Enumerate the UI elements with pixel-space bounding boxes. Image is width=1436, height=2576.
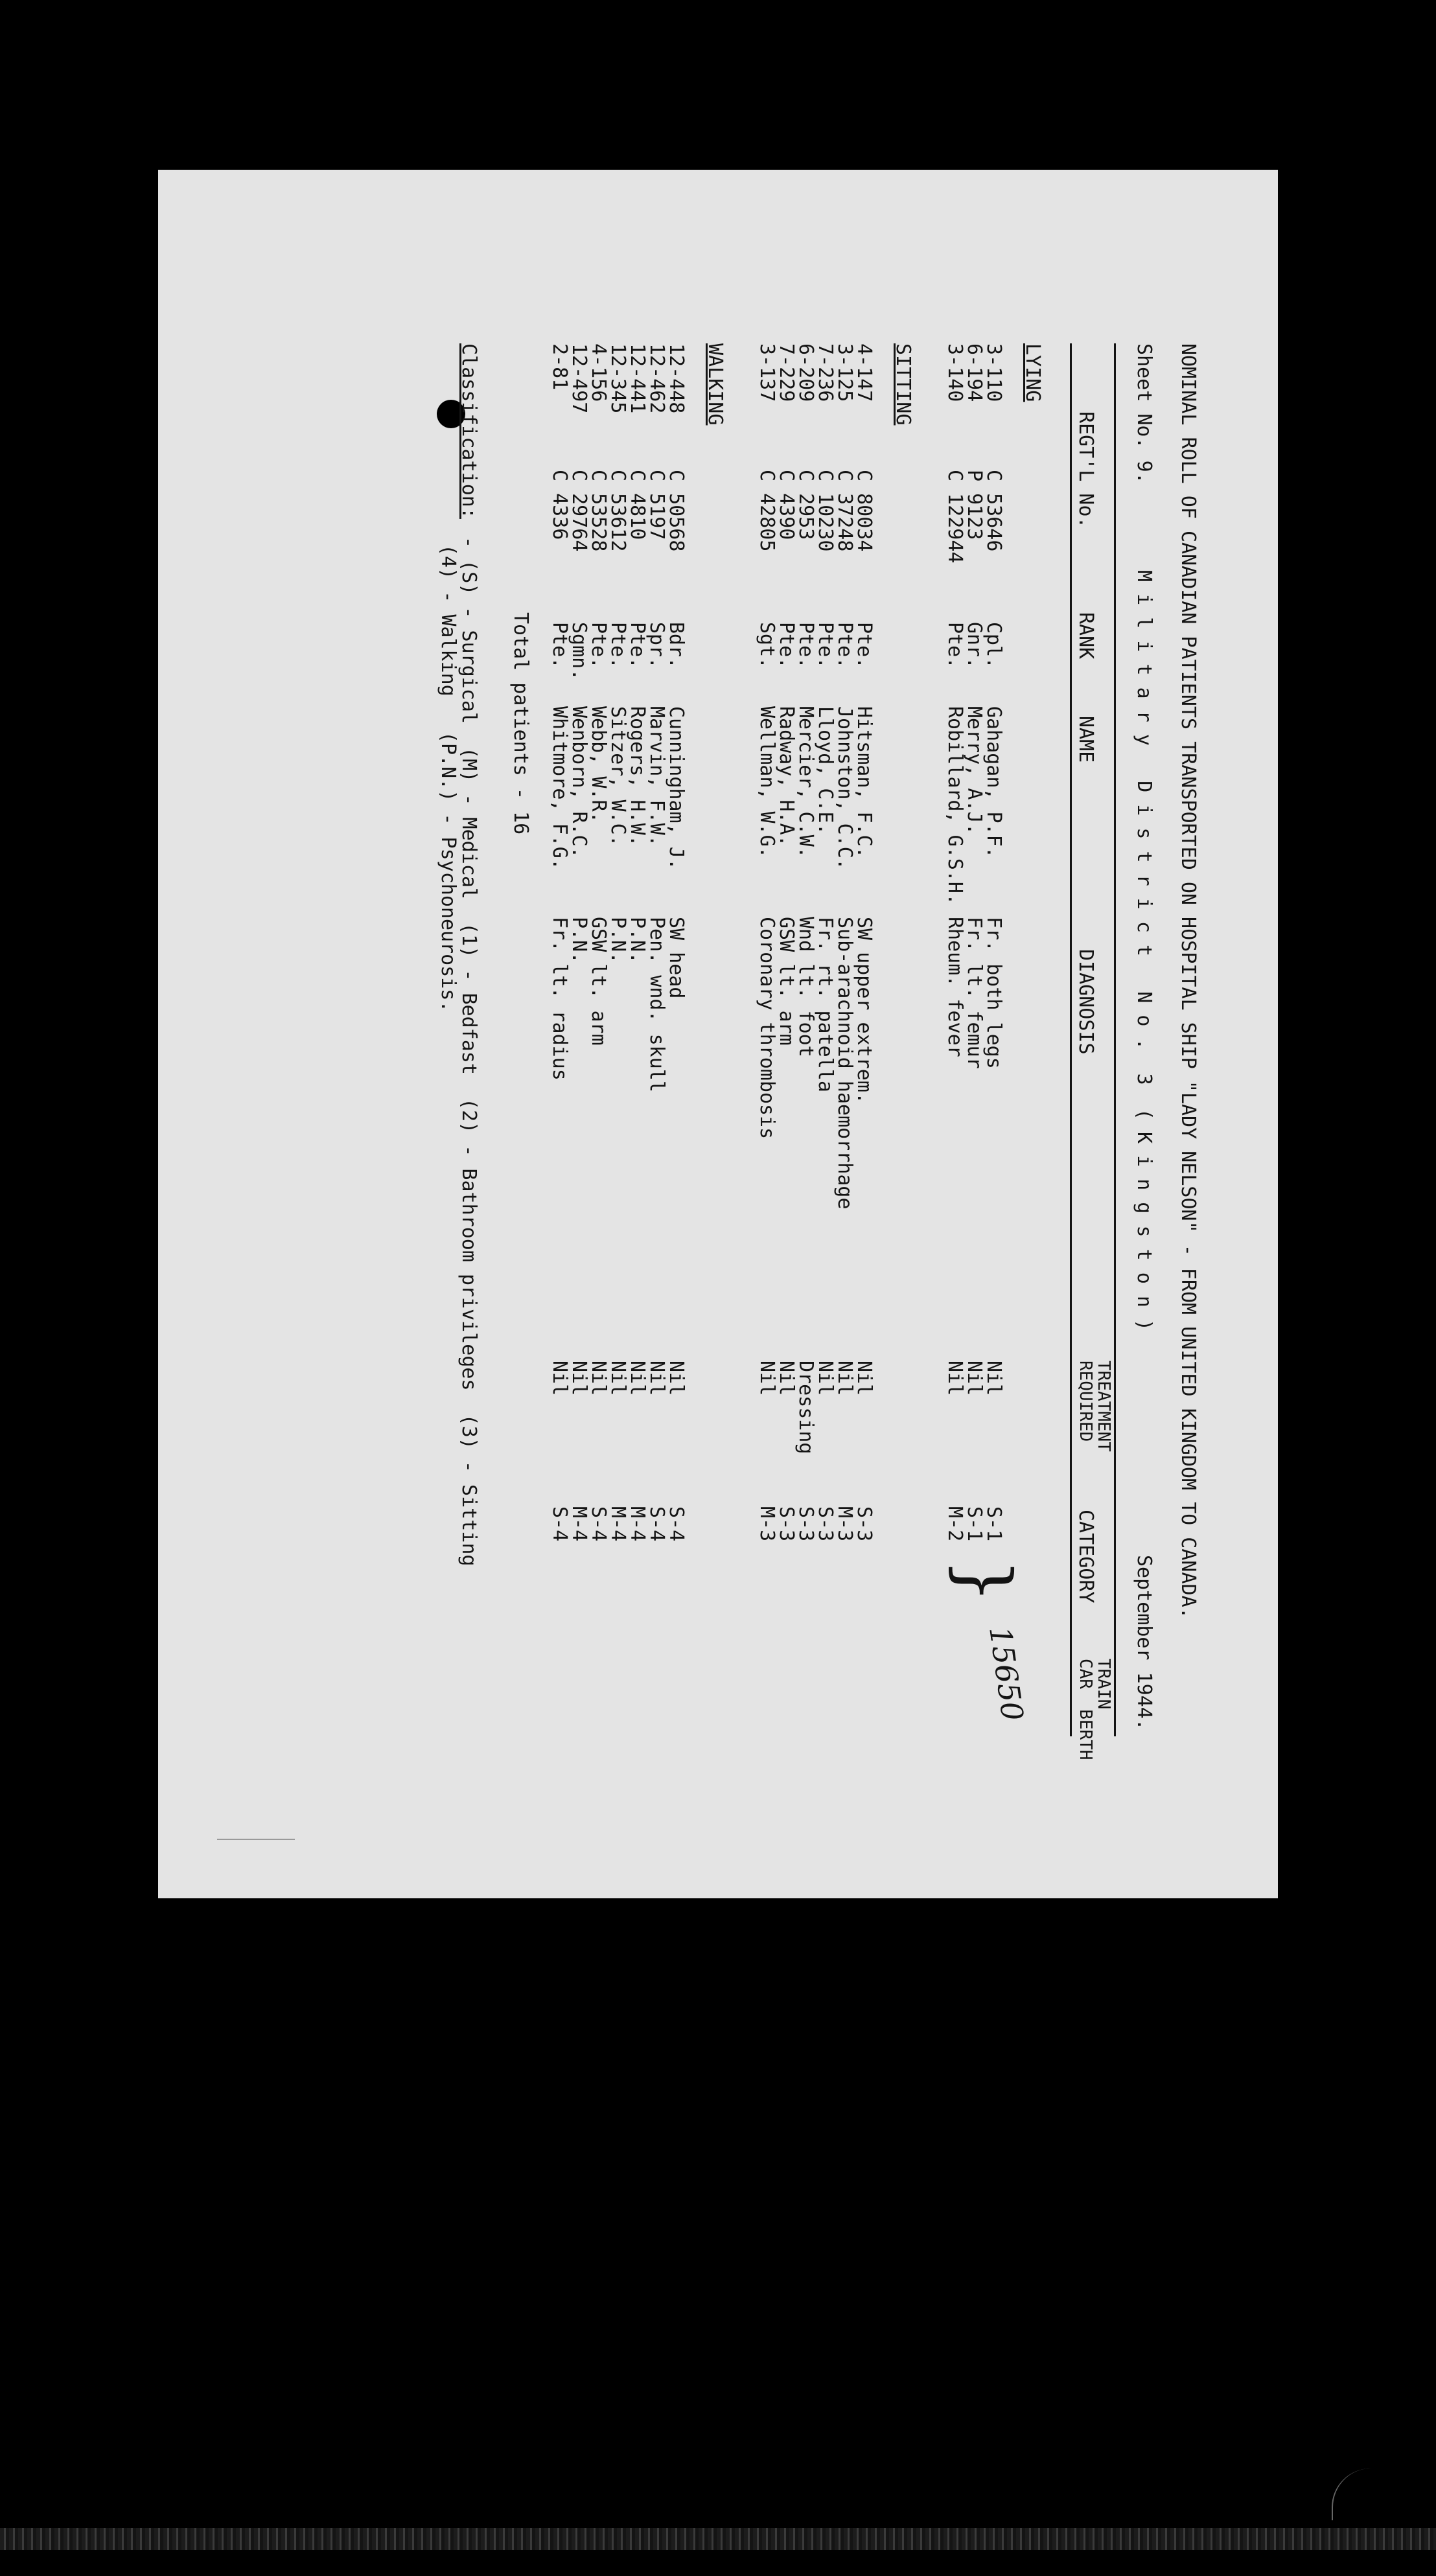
row-ref: 3-137	[756, 343, 778, 402]
row-diagnosis: P.N.	[626, 917, 649, 964]
total-patients: Total patients - 16	[509, 612, 532, 835]
classification-line-1: - (S) - Surgical (M) - Medical (1) - Bedfast (2) - Bathroom privileges (3) - Sitting	[457, 525, 480, 1567]
row-regtl: C 37248	[833, 470, 856, 552]
row-rank: Sgt.	[756, 622, 778, 669]
stray-mark	[217, 1839, 295, 1840]
row-name: Gahagan, P.F.	[982, 706, 1005, 858]
row-ref: 4-147	[853, 343, 875, 402]
row-category: S-3	[853, 1506, 875, 1542]
row-category: S-4	[665, 1506, 688, 1542]
row-diagnosis: GSW lt. arm	[587, 917, 610, 1046]
row-ref: 3-140	[944, 343, 966, 402]
row-diagnosis: Fr. lt. radius	[548, 917, 571, 1081]
row-regtl: C 4390	[775, 470, 798, 540]
row-category: S-1	[982, 1506, 1005, 1542]
row-treatment: Nil	[814, 1361, 837, 1396]
rotated-document-content	[162, 337, 1199, 1795]
row-treatment: Nil	[756, 1361, 778, 1396]
row-treatment: Nil	[833, 1361, 856, 1396]
row-diagnosis: P.N.	[607, 917, 629, 964]
row-treatment: Nil	[626, 1361, 649, 1396]
row-diagnosis: Fr. both legs	[982, 917, 1005, 1069]
classification-line-2: (4) - Walking (P.N.) - Psychoneurosis.	[437, 544, 459, 1013]
row-category: S-4	[548, 1506, 571, 1542]
row-category: S-3	[775, 1506, 798, 1542]
row-name: Lloyd, C.E.	[814, 706, 837, 835]
row-ref: 7-236	[814, 343, 837, 402]
col-name: NAME	[1074, 716, 1097, 763]
row-rank: Gnr.	[963, 622, 986, 669]
row-category: S-4	[645, 1506, 668, 1542]
row-regtl: C 10230	[814, 470, 837, 552]
sheet-number: Sheet No. 9.	[1133, 343, 1155, 484]
row-treatment: Nil	[607, 1361, 629, 1396]
col-train-2: CAR BERTH	[1076, 1659, 1095, 1760]
row-regtl: C 29764	[568, 470, 590, 552]
row-name: Johnston, C.C.	[833, 706, 856, 870]
row-regtl: P 9123	[963, 470, 986, 540]
row-name: Wenborn, R.C.	[568, 706, 590, 858]
row-ref: 3-110	[982, 343, 1005, 402]
scan-artifact	[1332, 2468, 1372, 2520]
row-ref: 3-125	[833, 343, 856, 402]
row-category: M-3	[756, 1506, 778, 1542]
row-rank: Spr.	[645, 622, 668, 669]
col-rank: RANK	[1074, 612, 1097, 660]
row-treatment: Nil	[568, 1361, 590, 1396]
row-category: S-3	[814, 1506, 837, 1542]
row-diagnosis: Rheum. fever	[944, 917, 966, 1057]
category-brace: }	[944, 1558, 1026, 1604]
header-rule-bottom	[1070, 343, 1072, 1736]
header-rule-top	[1114, 343, 1116, 1736]
row-name: Rogers, H.W.	[626, 706, 649, 847]
row-regtl: C 53528	[587, 470, 610, 552]
row-ref: 6-194	[963, 343, 986, 402]
row-treatment: Nil	[853, 1361, 875, 1396]
col-category: CATEGORY	[1074, 1510, 1097, 1604]
row-rank: Pte.	[626, 622, 649, 669]
row-name: Webb, W.R.	[587, 706, 610, 823]
row-rank: Sgmn.	[568, 622, 590, 681]
row-diagnosis: GSW lt. arm	[775, 917, 798, 1046]
military-district: M i l i t a r y D i s t r i c t N o . 3 ( K i n g s t o n )	[1133, 570, 1155, 1331]
row-ref: 4-156	[587, 343, 610, 402]
row-rank: Pte.	[853, 622, 875, 669]
col-diagnosis: DIAGNOSIS	[1074, 949, 1097, 1055]
row-name: Merry, A.J.	[963, 706, 986, 835]
row-rank: Cpl.	[982, 622, 1005, 669]
row-diagnosis: SW upper extrem.	[853, 917, 875, 1104]
row-ref: 12-448	[665, 343, 688, 414]
row-treatment: Dressing	[794, 1361, 817, 1455]
row-regtl: C 4336	[548, 470, 571, 540]
row-ref: 12-345	[607, 343, 629, 414]
classification-label: Classification:	[457, 343, 480, 519]
row-category: S-1	[963, 1506, 986, 1542]
row-rank: Pte.	[814, 622, 837, 669]
row-regtl: C 4810	[626, 470, 649, 540]
section-label-lying: LYING	[1021, 343, 1044, 402]
row-treatment: Nil	[587, 1361, 610, 1396]
row-regtl: C 5197	[645, 470, 668, 540]
row-treatment: Nil	[944, 1361, 966, 1396]
row-rank: Pte.	[775, 622, 798, 669]
row-diagnosis: Pen. wnd. skull	[645, 917, 668, 1092]
row-regtl: C 53612	[607, 470, 629, 552]
col-treatment-2: REQUIRED	[1076, 1361, 1095, 1442]
row-category: M-2	[944, 1506, 966, 1542]
row-ref: 7-229	[775, 343, 798, 402]
row-rank: Pte.	[794, 622, 817, 669]
row-category: M-3	[833, 1506, 856, 1542]
document-title: NOMINAL ROLL OF CANADIAN PATIENTS TRANSPORTED ON HOSPITAL SHIP "LADY NELSON" - FROM UNITED KINGDOM TO CANADA.	[1177, 343, 1199, 1619]
row-treatment: Nil	[775, 1361, 798, 1396]
film-strip-edge	[0, 2528, 1436, 2550]
row-ref: 12-462	[645, 343, 668, 414]
row-category: S-3	[794, 1506, 817, 1542]
document-date: September 1944.	[1133, 1555, 1155, 1731]
row-ref: 2-81	[548, 343, 571, 391]
row-treatment: Nil	[963, 1361, 986, 1396]
row-treatment: Nil	[548, 1361, 571, 1396]
row-diagnosis: SW head	[665, 917, 688, 999]
row-treatment: Nil	[665, 1361, 688, 1396]
row-ref: 6-209	[794, 343, 817, 402]
row-name: Hitsman, F.C.	[853, 706, 875, 858]
row-regtl: C 80034	[853, 470, 875, 552]
row-diagnosis: P.N.	[568, 917, 590, 964]
row-rank: Pte.	[944, 622, 966, 669]
row-diagnosis: Wnd lt. foot	[794, 917, 817, 1057]
row-ref: 12-441	[626, 343, 649, 414]
row-regtl: C 122944	[944, 470, 966, 564]
col-treatment-1: TREATMENT	[1094, 1361, 1113, 1452]
row-rank: Pte.	[607, 622, 629, 669]
handwritten-note: 15650	[982, 1624, 1030, 1723]
row-name: Whitmore, F.G.	[548, 706, 571, 870]
row-treatment: Nil	[645, 1361, 668, 1396]
col-train-1: TRAIN	[1094, 1659, 1113, 1710]
row-category: M-4	[607, 1506, 629, 1542]
col-regtl: REGT'L No.	[1074, 411, 1097, 529]
row-category: S-4	[587, 1506, 610, 1542]
row-category: M-4	[568, 1506, 590, 1542]
row-regtl: C 50568	[665, 470, 688, 552]
row-ref: 12-497	[568, 343, 590, 414]
row-diagnosis: Coronary thrombosis	[756, 917, 778, 1140]
row-name: Robillard, G.S.H.	[944, 706, 966, 906]
row-treatment: Nil	[982, 1361, 1005, 1396]
row-rank: Bdr.	[665, 622, 688, 669]
row-name: Mercier, C.W.	[794, 706, 817, 858]
row-regtl: C 53646	[982, 470, 1005, 552]
row-regtl: C 42805	[756, 470, 778, 552]
row-rank: Pte.	[587, 622, 610, 669]
row-name: Sitzer, W.C.	[607, 706, 629, 847]
row-rank: Pte.	[548, 622, 571, 669]
row-name: Cunningham, J.	[665, 706, 688, 870]
row-name: Wellman, W.G.	[756, 706, 778, 858]
row-name: Radway, H.A.	[775, 706, 798, 847]
row-name: Marvin, F.W.	[645, 706, 668, 847]
section-label-walking: WALKING	[704, 343, 726, 426]
row-rank: Pte.	[833, 622, 856, 669]
row-regtl: C 2953	[794, 470, 817, 540]
row-diagnosis: Fr. rt. patella	[814, 917, 837, 1092]
row-category: M-4	[626, 1506, 649, 1542]
row-diagnosis: Fr. lt. femur	[963, 917, 986, 1069]
section-label-sitting: SITTING	[892, 343, 914, 426]
row-diagnosis: Sub-arachnoid haemorrhage	[833, 917, 856, 1210]
